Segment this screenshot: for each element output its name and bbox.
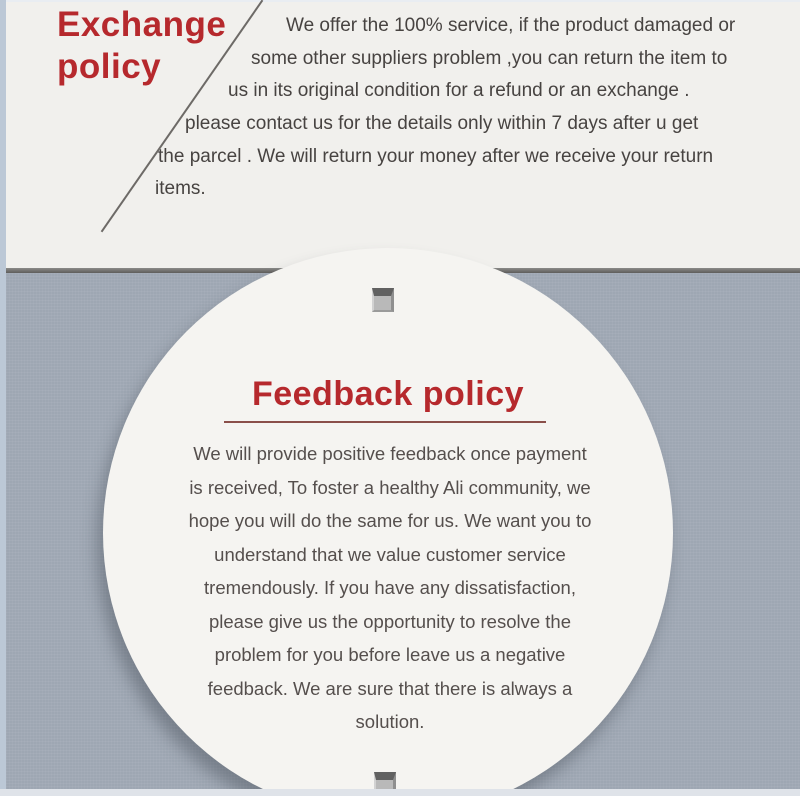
- feedback-body-line: feedback. We are sure that there is always a: [207, 677, 573, 699]
- punch-hole-top-icon: [372, 288, 394, 312]
- exchange-body-line: us in its original condition for a refund or an exchange .: [228, 80, 690, 101]
- feedback-body-line: tremendously. If you have any dissatisfaction,: [204, 577, 576, 598]
- exchange-body-line: some other suppliers problem ,you can return the item to: [251, 48, 728, 69]
- exchange-policy-title: [57, 4, 226, 88]
- left-edge-strip: [0, 0, 6, 796]
- exchange-title-line1: Exchange: [57, 5, 227, 44]
- exchange-body-line: items.: [155, 178, 206, 199]
- feedback-policy-title: Feedback policy: [251, 375, 525, 413]
- exchange-body-line: the parcel . We will return your money after we receive your return: [158, 146, 714, 167]
- bottom-edge-strip: [0, 789, 800, 796]
- feedback-body-line: solution.: [355, 711, 425, 732]
- feedback-body-line: please give us the opportunity to resolve the: [208, 610, 571, 632]
- feedback-body-line: understand that we value customer service: [214, 543, 566, 565]
- exchange-body-line: please contact us for the details only within 7 days after u get: [185, 113, 699, 134]
- exchange-title-line2: policy: [57, 47, 162, 86]
- exchange-body-line: We offer the 100% service, if the product damaged or: [286, 15, 736, 36]
- feedback-body-line: problem for you before leave us a negative: [214, 644, 566, 665]
- feedback-body-line: We will provide positive feedback once payment: [193, 443, 587, 464]
- feedback-body-line: is received, To foster a healthy Ali community, we: [189, 476, 591, 498]
- exchange-policy-section: [0, 0, 800, 271]
- feedback-title-underline: [224, 421, 546, 423]
- feedback-body-line: hope you will do the same for us. We want you to: [188, 510, 592, 531]
- feedback-policy-body: [90, 437, 690, 739]
